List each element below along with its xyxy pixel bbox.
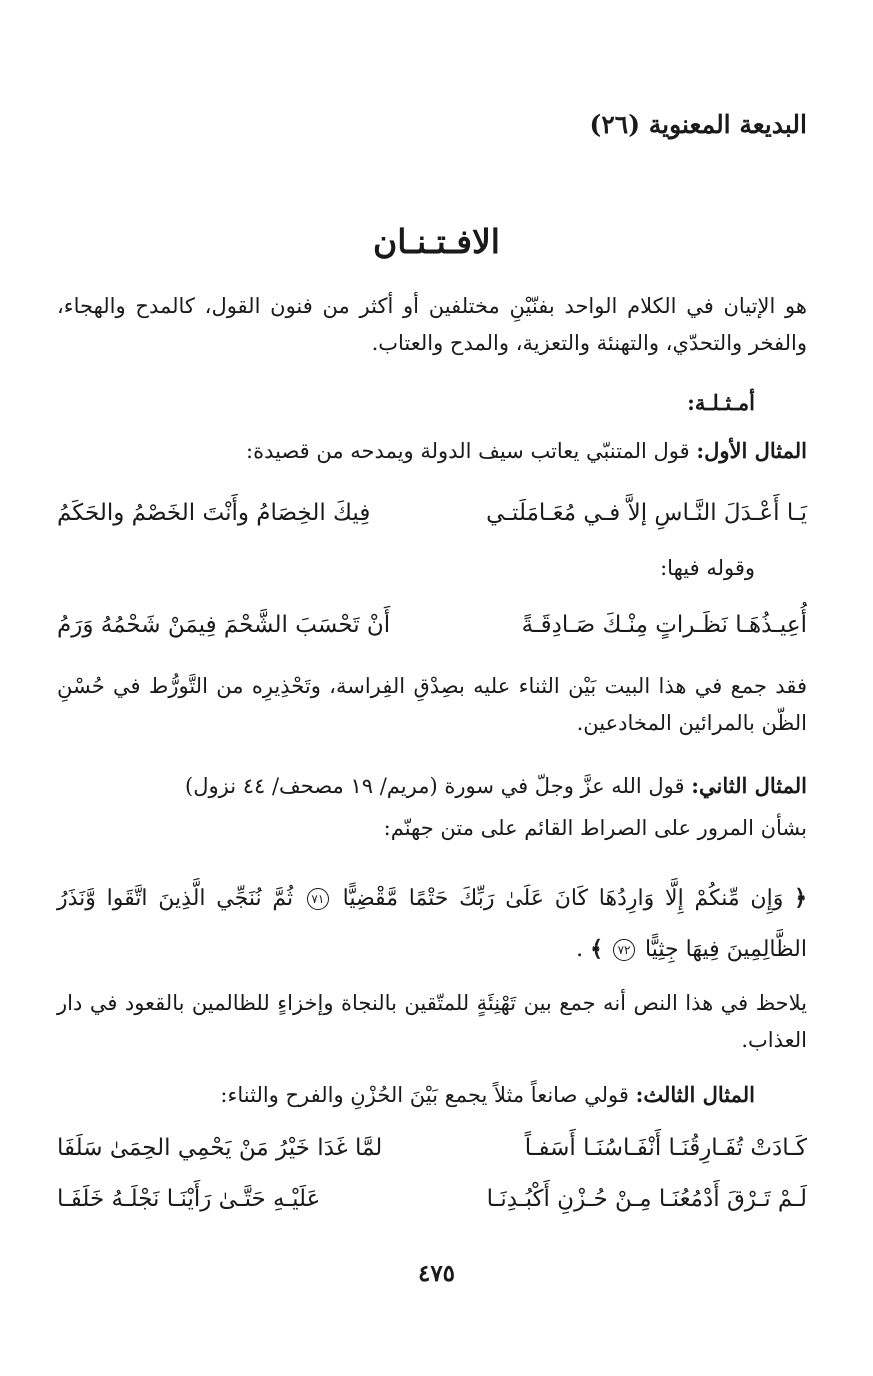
verse-second-hemistich: فِيكَ الخِصَامُ وأَنْتَ الخَصْمُ والحَكَمُ	[57, 500, 371, 526]
quran-verse	[57, 873, 807, 975]
section-title: الافـتـنـان	[373, 222, 500, 261]
example2-commentary: يلاحظ في هذا النص أنه جمع بين تَهْنِئَةٍ للمتّقين بالنجاة وإخزاءٍ للظالمين بالقعود في دار العذاب.	[57, 991, 807, 1052]
example1-intro2: وقوله فيها:	[660, 556, 755, 580]
quran-text-part2: ثُمَّ نُنَجِّي الَّذِينَ اتَّقَوا وَّنَذَرُ الظَّالِمِينَ فِيهَا جِثِيًّا	[57, 886, 807, 962]
verse-first-hemistich: كَـادَتْ تُفَـارِقُنَـا أَنْفَـاسُنَـا أَسَفـاً	[524, 1135, 807, 1161]
examples-heading: أمـثـلـة:	[687, 390, 755, 415]
verse-first-hemistich: أُعِيـذُهَـا نَظَـراتٍ مِنْـكَ صَـادِقَـةً	[521, 612, 807, 638]
verse-second-hemistich: أَنْ تَحْسَبَ الشَّحْمَ فِيمَنْ شَحْمُهُ وَرَمُ	[57, 612, 391, 638]
example1-verse1	[57, 500, 807, 540]
quran-end-mark: .	[576, 937, 584, 962]
example1-verse2	[57, 612, 807, 652]
example3-verse2	[57, 1186, 807, 1226]
example3-verse1	[57, 1135, 807, 1175]
running-header: البديعة المعنوية (٢٦)	[589, 110, 807, 139]
definition-paragraph: هو الإتيان في الكلام الواحد بفنّيْنِ مختلفين أو أكثر من فنون القول، كالمدح والهجاء، والفخر والتحدّي، والتهنئة والتعزية، والمدح والعتاب.	[57, 294, 807, 355]
ayah-number-marker: ٧١	[307, 888, 329, 910]
example3-text: قولي صانعاً مثلاً يجمع بَيْنَ الحُزْنِ والفرح والثناء:	[220, 1083, 629, 1107]
example1-intro	[57, 438, 807, 463]
verse-first-hemistich: لَـمْ تَـرْقَ أَدْمُعُنَـا مِـنْ حُـزْنِ أَكْبُـدِنَـا	[486, 1186, 807, 1212]
example3-intro	[55, 1082, 755, 1107]
example1-label: المثال الأول:	[696, 438, 807, 463]
ayah-number-marker: ٧٢	[613, 939, 635, 961]
quran-open-bracket: ﴿	[794, 885, 807, 911]
verse-second-hemistich: لمَّا غَدَا خَيْرُ مَنْ يَحْمِي الحِمَىٰ سَلَفَا	[57, 1135, 383, 1161]
example2-label: المثال الثاني:	[691, 773, 807, 798]
page-number: ٤٧٥	[417, 1260, 456, 1287]
example1-text: قول المتنبّي يعاتب سيف الدولة ويمدحه من قصيدة:	[246, 439, 690, 463]
quran-close-bracket: ﴾	[590, 936, 604, 962]
verse-second-hemistich: عَلَيْـهِ حَتَّـىٰ رَأَيْنَـا نَجْلَـهُ خَلَفَـا	[57, 1186, 321, 1212]
verse-first-hemistich: يَـا أَعْـدَلَ النَّـاسِ إلاَّ فـي مُعَـامَلَتـي	[486, 500, 807, 526]
example1-commentary: فقد جمع في هذا البيت بَيْن الثناء عليه بصِدْقِ الفِراسة، وتَحْذِيرِه من التَّورُّط في حُسْنِ الظّن بالمرائين المخادعين.	[57, 674, 807, 735]
example3-label: المثال الثالث:	[635, 1082, 755, 1107]
example2-text: قول الله عزَّ وجلّ في سورة (مريم/ ١٩ مصحف/ ٤٤ نزول)	[185, 774, 685, 798]
example2-intro	[57, 773, 807, 798]
quran-text-part1: وَإِن مِّنكُمْ إِلَّا وَارِدُهَا كَانَ عَلَىٰ رَبِّكَ حَتْمًا مَّقْضِيًّا	[342, 886, 784, 911]
example2-intro2: بشأن المرور على الصراط القائم على متن جهنّم:	[383, 816, 807, 840]
